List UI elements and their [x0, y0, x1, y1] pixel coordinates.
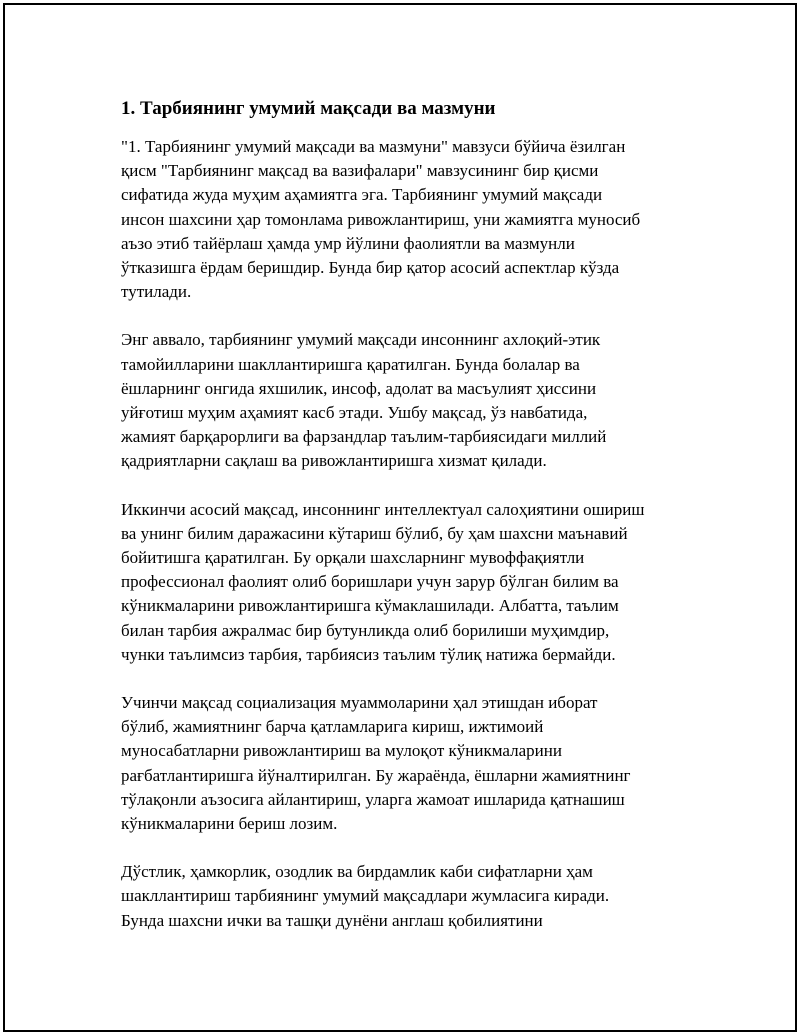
- text-line: "1. Тарбиянинг умумий мақсади ва мазмуни" мавзуси бўйича ёзилган: [121, 137, 626, 156]
- text-line: бойитишга қаратилган. Бу орқали шахсларнинг мувоффақиятли: [121, 548, 585, 568]
- text-line: Дўстлик, ҳамкорлик, озодлик ва бирдамлик каби сифатларни ҳам: [121, 862, 593, 882]
- text-line: аъзо этиб тайёрлаш ҳамда умр йўлини фаолиятли ва мазмунли: [121, 233, 575, 253]
- text-line: Учинчи мақсад социализация муаммоларини ҳал этишдан иборат: [121, 693, 598, 713]
- text-line: билан тарбия ажралмас бир бутунликда олиб борилиши муҳимдир,: [121, 620, 610, 640]
- text-line: Иккинчи асосий мақсад, инсоннинг интеллектуал салоҳиятини ошириш: [121, 499, 645, 519]
- text-line: ёшларнинг онгида яхшилик, инсоф, адолат ва масъулият ҳиссини: [121, 378, 597, 398]
- paragraph: [121, 135, 701, 304]
- text-line: Энг аввало, тарбиянинг умумий мақсади инсоннинг ахлоқий-этик: [121, 330, 601, 350]
- text-line: тўлақонли аъзосига айлантириш, уларга жамоат ишларида қатнашиш: [121, 789, 625, 809]
- document-page: [3, 3, 797, 1032]
- paragraph: [121, 860, 701, 933]
- paragraph-list: [121, 135, 701, 933]
- section-heading: 1. Тарбиянинг умумий мақсади ва мазмуни: [121, 98, 496, 119]
- text-line: кўникмаларини ривожлантиришга кўмаклашилади. Албатта, таълим: [121, 596, 619, 616]
- text-line: инсон шахсини ҳар томонлама ривожлантириш, уни жамиятга муносиб: [121, 209, 641, 229]
- text-line: ўтказишга ёрдам беришдир. Бунда бир қатор асосий аспектлар кўзда: [121, 258, 620, 278]
- text-line: Бунда шахсни ички ва ташқи дунёни англаш қобилиятини: [121, 910, 543, 930]
- text-line: тутилади.: [121, 282, 192, 302]
- text-line: жамият барқарорлиги ва фарзандлар таълим-тарбиясидаги миллий: [121, 427, 607, 447]
- text-line: қисм "Тарбиянинг мақсад ва вазифалари" мавзусининг бир қисми: [121, 161, 599, 181]
- text-line: шакллантириш тарбиянинг умумий мақсадлари жумласига киради.: [121, 886, 610, 906]
- text-line: бўлиб, жамиятнинг барча қатламларига кириш, ижтимоий: [121, 717, 544, 737]
- text-line: қадриятларни сақлаш ва ривожлантиришга хизмат қилади.: [121, 451, 547, 471]
- paragraph: [121, 328, 701, 473]
- text-line: чунки таълимсиз тарбия, тарбиясиз таълим тўлиқ натижа бермайди.: [121, 644, 616, 664]
- text-line: кўникмаларини бериш лозим.: [121, 814, 338, 834]
- text-line: тамойилларини шакллантиришга қаратилган. Бунда болалар ва: [121, 354, 580, 374]
- text-line: рағбатлантиришга йўналтирилган. Бу жараёнда, ёшларни жамиятнинг: [121, 765, 631, 785]
- document-content: [121, 97, 701, 957]
- text-line: профессионал фаолият олиб боришлари учун зарур бўлган билим ва: [121, 572, 619, 592]
- text-line: ва унинг билим даражасини кўтариш бўлиб, бу ҳам шахсни маънавий: [121, 523, 628, 543]
- text-line: сифатида жуда муҳим аҳамиятга эга. Тарбиянинг умумий мақсади: [121, 185, 603, 205]
- text-line: муносабатларни ривожлантириш ва мулоқот кўникмаларини: [121, 741, 562, 761]
- paragraph: [121, 691, 701, 836]
- text-line: уйғотиш муҳим аҳамият касб этади. Ушбу мақсад, ўз навбатида,: [121, 403, 588, 423]
- paragraph: [121, 498, 701, 667]
